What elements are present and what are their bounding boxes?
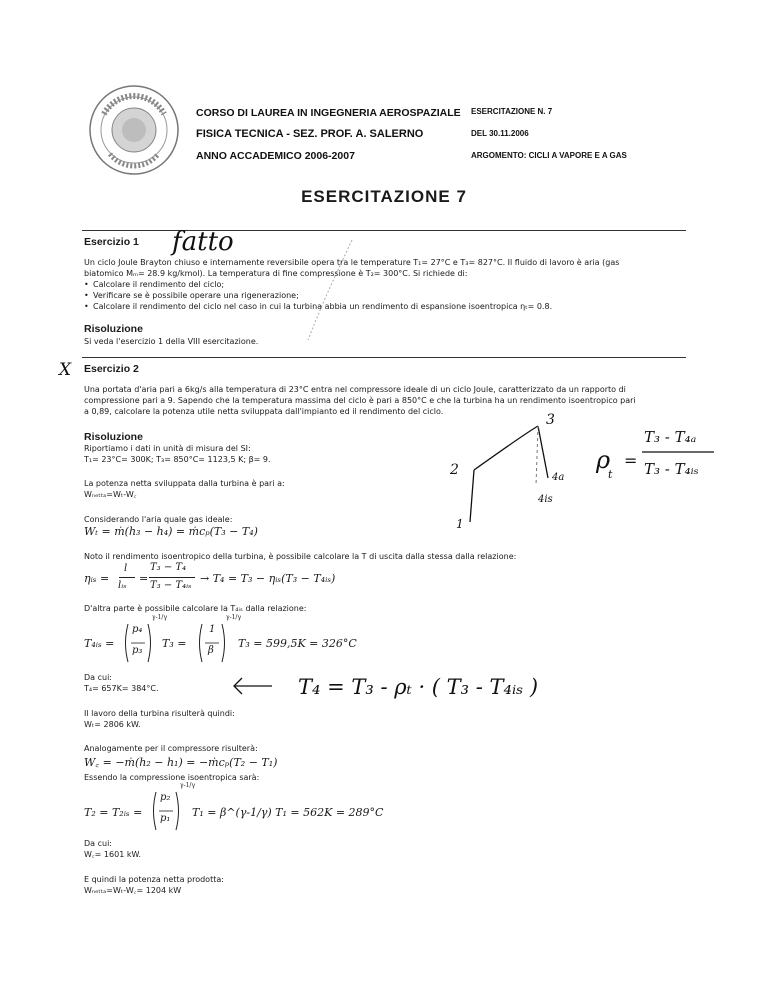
fraction-denominator: p₃ [132, 645, 143, 656]
fraction-numerator: p₂ [160, 792, 171, 803]
exercise-date: DEL 30.11.2006 [471, 129, 529, 138]
ex1-solution-heading: Risoluzione [84, 323, 143, 335]
ex2-data-line: Riportiamo i dati in unità di misura del SI: [84, 444, 251, 453]
svg-text:ρ: ρ [596, 446, 611, 474]
fraction-bar [149, 577, 195, 578]
ex2-solution-heading: Risoluzione [84, 431, 143, 443]
equation-t4: → T₄ = T₃ − ηᵢₛ(T₃ − T₄ᵢₛ) [200, 572, 336, 585]
handwritten-ts-diagram [440, 412, 588, 532]
pencil-stroke [300, 236, 360, 346]
ex1-bullet: • Calcolare il rendimento del ciclo nel caso in cui la turbina abbia un rendimento di espansione isoentropica ηₜ= 0.8. [93, 301, 552, 312]
equation-t2-lhs: T₂ = T₂ᵢₛ = [84, 806, 143, 819]
handwritten-t4-formula [228, 662, 718, 710]
handwritten-efficiency-formula [590, 418, 720, 498]
ex2-text-line: Noto il rendimento isoentropico della turbina, è possibile calcolare la T di uscita dalla stessa dalla relazione: [84, 552, 517, 561]
ex1-solution-text: Si veda l'esercizio 1 della VIII esercitazione. [84, 337, 259, 346]
exponent: γ-1/γ [180, 782, 196, 789]
svg-text:T₃ - T₄ᵢₛ: T₃ - T₄ᵢₛ [644, 460, 699, 478]
svg-text:2: 2 [450, 462, 459, 478]
equals-sign: = [139, 572, 149, 585]
ex2-result-wt: Wₜ= 2806 kW. [84, 720, 141, 729]
ex1-text-line: biatomico Mₘ= 28.9 kg/kmol). La temperatura di fine compressione è T₂= 300°C. Si richiede di: [84, 269, 468, 278]
course-name: CORSO DI LAUREA IN INGEGNERIA AEROSPAZIALE [196, 107, 461, 119]
equation-eta-lhs: ηᵢₛ = [84, 572, 110, 585]
ex2-result-wnet: Wₙₑₜₜₐ=Wₜ-W꜀= 1204 kW [84, 886, 182, 895]
ex1-text-line: Un ciclo Joule Brayton chiuso e internamente reversibile opera tra le temperature T₁= 27°C e T₃= 827°C. Il fluido di lavoro è aria (gas [84, 258, 620, 267]
ex2-data-line: T₁= 23°C= 300K; T₃= 850°C= 1123,5 K; β= 9. [84, 455, 271, 464]
equation-t2-result: T₁ = β^(γ-1/γ) T₁ = 562K = 289°C [192, 806, 384, 819]
ex2-text-line: Da cui: [84, 673, 112, 682]
fraction-numerator: T₃ − T₄ [150, 562, 187, 573]
svg-text:1: 1 [456, 517, 464, 531]
svg-text:t: t [608, 468, 613, 481]
ex1-bullet: • Verificare se è possibile operare una rigenerazione; [93, 290, 299, 301]
ex2-text-line: a 0,89, calcolare la potenza utile netta sviluppata dall'impianto ed il rendimento del ciclo. [84, 407, 444, 416]
ex2-text-line: D'altra parte è possibile calcolare la T₄ᵢₛ dalla relazione: [84, 604, 307, 613]
fraction-denominator: β [208, 645, 214, 656]
handwritten-note [168, 222, 240, 260]
exercise-2-heading: Esercizio 2 [84, 363, 139, 375]
ex2-text-line: Essendo la compressione isoentropica sarà: [84, 773, 260, 782]
fraction-denominator: p₁ [160, 813, 171, 824]
fraction-denominator: lᵢₛ [118, 580, 127, 591]
ex2-power-line: Wₙₑₜₜₐ=Wₜ-W꜀ [84, 490, 137, 499]
svg-text:T₄ = T₃ - ρₜ · ( T₃ - T₄ᵢₛ ): T₄ = T₃ - ρₜ · ( T₃ - T₄ᵢₛ ) [298, 675, 539, 699]
politecnico-seal-logo [88, 84, 180, 176]
ex1-bullet: • Calcolare il rendimento del ciclo; [93, 279, 224, 290]
equation-term: T₃ = [162, 637, 187, 650]
equation-t4is-lhs: T₄ᵢₛ = [84, 637, 115, 650]
equation-t4is-result: T₃ = 599,5K = 326°C [238, 637, 357, 650]
fraction-numerator: 1 [209, 624, 216, 635]
exercise-1-heading: Esercizio 1 [84, 236, 139, 248]
fraction-bar [119, 577, 135, 578]
svg-text:X: X [59, 360, 72, 380]
subject-name: FISICA TECNICA - SEZ. PROF. A. SALERNO [196, 128, 424, 140]
svg-text:4is: 4is [538, 494, 553, 505]
equation-compressor-work: W꜀ = −ṁ(h₂ − h₁) = −ṁcₚ(T₂ − T₁) [84, 756, 278, 769]
exponent: γ-1/γ [226, 614, 242, 621]
ex2-text-line: Il lavoro della turbina risulterà quindi: [84, 709, 235, 718]
divider [82, 357, 686, 358]
fraction-numerator: l [124, 563, 128, 574]
exercise-topic: ARGOMENTO: CICLI A VAPORE E A GAS [471, 151, 627, 160]
exponent: γ-1/γ [152, 614, 168, 621]
svg-text:=: = [624, 451, 638, 470]
fraction-numerator: p₄ [132, 624, 143, 635]
page-title: ESERCITAZIONE 7 [301, 187, 467, 206]
svg-text:T₃ - T₄ₐ: T₃ - T₄ₐ [644, 428, 697, 446]
svg-text:3: 3 [546, 412, 555, 428]
ex2-power-line: La potenza netta sviluppata dalla turbina è pari a: [84, 479, 285, 488]
ex2-text-line: E quindi la potenza netta prodotta: [84, 875, 224, 884]
fraction-denominator: T₃ − T₄ᵢₛ [150, 580, 192, 591]
ex2-text-line: Analogamente per il compressore risulterà: [84, 744, 258, 753]
svg-text:fatto: fatto [172, 227, 234, 257]
ex2-text-line: Una portata d'aria pari a 6kg/s alla temperatura di 23°C entra nel compressore ideale di un ciclo Joule, caratterizzato da un rapporto di [84, 385, 626, 394]
ex2-result-t4: T₄= 657K= 384°C. [84, 684, 159, 693]
ex2-result-wc: W꜀= 1601 kW. [84, 850, 141, 859]
svg-text:4a: 4a [552, 472, 565, 483]
handwritten-mark [56, 358, 78, 380]
ex2-text-line: Da cui: [84, 839, 112, 848]
equation-turbine-work: Wₜ = ṁ(h₃ − h₄) = ṁcₚ(T₃ − T₄) [84, 525, 258, 538]
ex2-text-line: Considerando l'aria quale gas ideale: [84, 515, 233, 524]
academic-year: ANNO ACCADEMICO 2006-2007 [196, 150, 355, 162]
exercise-number: ESERCITAZIONE N. 7 [471, 107, 553, 116]
ex2-text-line: compressione pari a 9. Sapendo che la temperatura massima del ciclo è pari a 850°C e che la turbina ha un rendimento isoentropico pari [84, 396, 636, 405]
